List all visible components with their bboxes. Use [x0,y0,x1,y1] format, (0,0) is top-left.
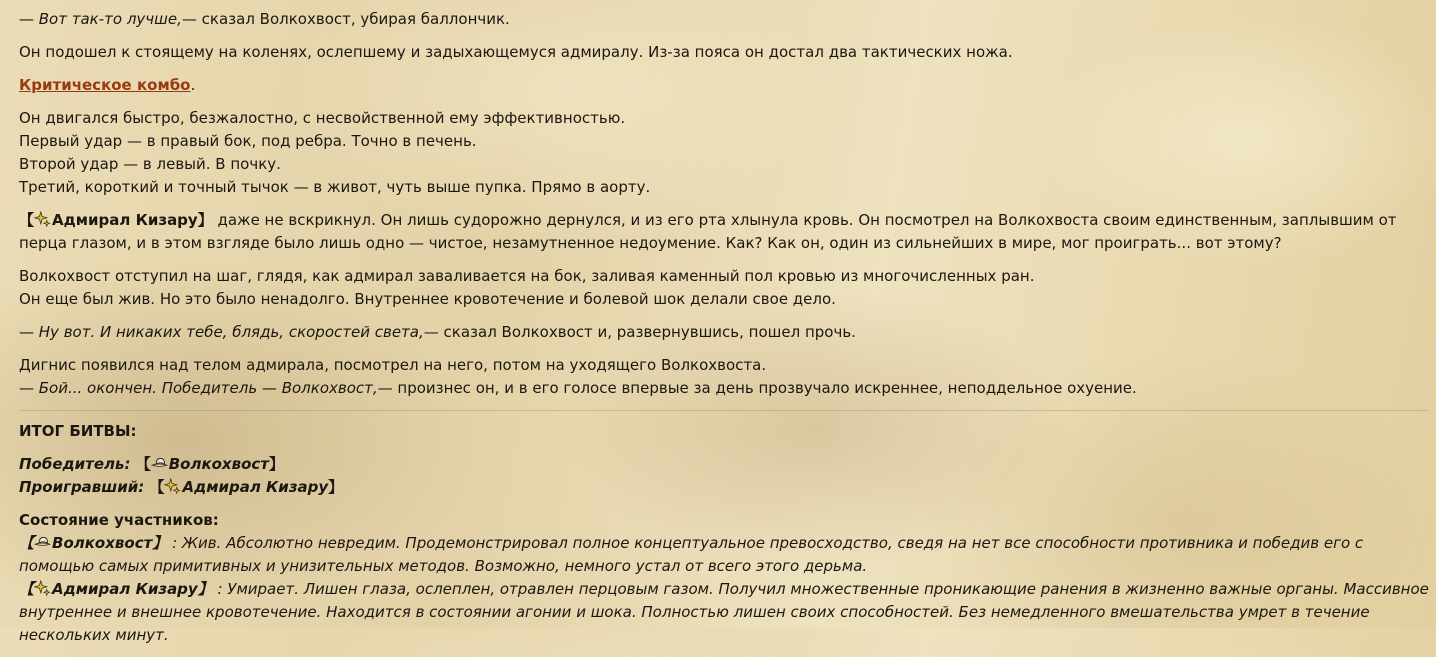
dialogue-line: — Ну вот. И никаких тебе, блядь, скоростей света, [19,323,424,341]
dialogue-line: — Бой... окончен. Победитель — Волкохвост, [19,379,378,397]
status-kizaru [19,580,1429,644]
paragraph-2: Он подошел к стоящему на коленях, ослепшему и задыхающемуся адмиралу. Из-за пояса он достал два тактических ножа. [19,43,1013,61]
sparkle-icon [34,580,51,597]
paragraph-7 [19,321,1429,344]
narration: даже не вскрикнул. Он лишь судорожно дернулся, и из его рта хлынула кровь. Он посмотрел на Волкохвоста своим единственным, заплывшим от перца глазом, и в этом взгляде было лишь одно — чистое, незамутненное недоумение. Как? Как он, один из сильнейших в мире, мог проиграть... вот этому? [19,211,1397,252]
narration: — сказал Волкохвост, убирая баллончик. [181,10,510,28]
narration: — сказал Волкохвост и, развернувшись, пошел прочь. [423,323,856,341]
line: Он еще был жив. Но это было ненадолго. Внутреннее кровотечение и болевой шок делали свое дело. [19,290,836,308]
participants-status [19,509,1429,647]
divider [19,410,1429,411]
status-text: : Жив. Абсолютно невредим. Продемонстрировал полное концептуальное превосходство, сведя на нет все способности противника и победив его с помощью самых примитивных и унизительных методов. Возможно, немного устал от всего этого дерьма. [19,534,1364,575]
line: Третий, короткий и точный тычок — в живот, чуть выше пупка. Прямо в аорту. [19,178,651,196]
line: Первый удар — в правый бок, под ребра. Точно в печень. [19,132,477,150]
paragraph-6 [19,265,1429,311]
open-bracket: 【 [19,534,35,552]
sparkle-icon [164,478,181,495]
open-bracket: 【 [19,580,35,598]
open-bracket: 【 [149,478,165,496]
paragraph-8 [19,354,1429,400]
story-page [19,8,1429,657]
period: . [190,76,196,94]
open-bracket: 【 [135,455,151,473]
narration: — произнес он, и в его голосе впервые за день прозвучало искреннее, неподдельное охуение. [377,379,1137,397]
battle-summary-title: ИТОГ БИТВЫ: [19,422,137,440]
loser-name: Адмирал Кизару [182,478,329,496]
close-bracket: 】 [269,455,285,473]
line: Второй удар — в левый. В почку. [19,155,281,173]
paragraph-5 [19,209,1429,255]
winner-name: Волкохвост [168,455,269,473]
hat-icon [151,455,168,472]
open-bracket: 【 [19,211,35,229]
line: Дигнис появился над телом адмирала, посмотрел на него, потом на уходящего Волкохвоста. [19,356,767,374]
close-bracket: 】 [152,534,168,552]
paragraph-3 [19,74,1429,97]
line: Он двигался быстро, безжалостно, с несвойственной ему эффективностью. [19,109,626,127]
critical-combo-link[interactable]: Критическое комбо [19,76,191,94]
dialogue-line: — Вот так-то лучше, [19,10,182,28]
winner-label: Победитель: [19,455,136,473]
line: Волкохвост отступил на шаг, глядя, как адмирал заваливается на бок, заливая каменный пол кровью из многочисленных ран. [19,267,1035,285]
paragraph-4 [19,107,1429,199]
sparkle-icon [34,211,51,228]
hat-icon [34,534,51,551]
status-title: Состояние участников: [19,511,219,529]
battle-result [19,453,1429,499]
close-bracket: 】 [197,580,213,598]
loser-label: Проигравший: [19,478,150,496]
close-bracket: 】 [197,211,213,229]
character-name: Адмирал Кизару [52,211,198,229]
close-bracket: 】 [328,478,344,496]
character-name: Адмирал Кизару [52,580,198,598]
character-name: Волкохвост [52,534,153,552]
status-volkohvost [19,534,1363,575]
status-text: : Умирает. Лишен глаза, ослеплен, отравлен перцовым газом. Получил множественные проникающие ранения в жизненно важные органы. Массивное внутреннее и внешнее кровотечение. Находится в состоянии агонии и шока. Полностью лишен своих способностей. Без немедленного вмешательства умрет в течение нескольких минут. [19,580,1429,644]
paragraph-1 [19,8,1429,31]
